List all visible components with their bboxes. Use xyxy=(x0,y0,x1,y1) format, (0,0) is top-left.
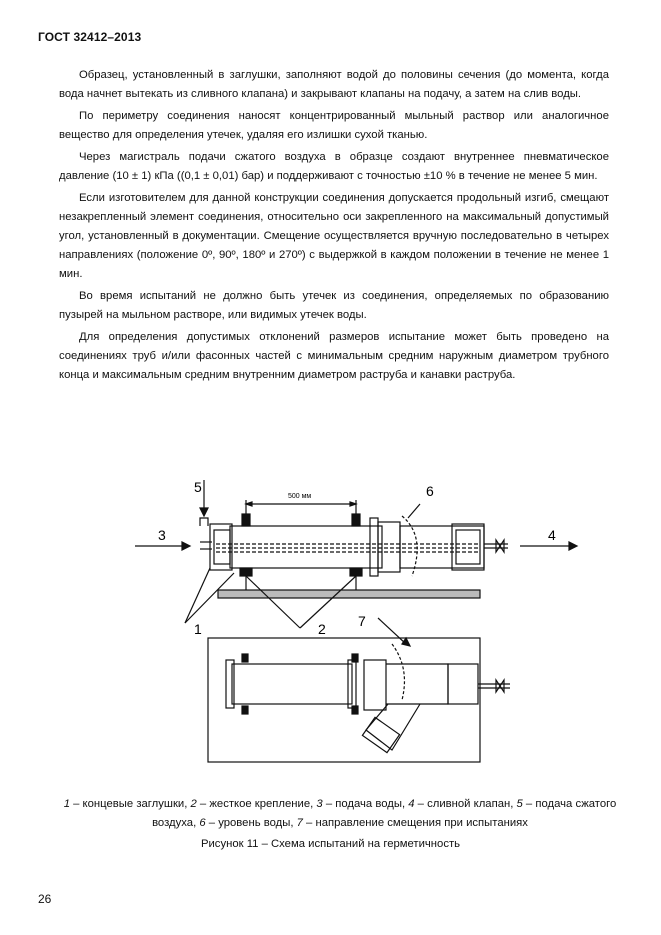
document-header: ГОСТ 32412–2013 xyxy=(38,30,142,44)
callout-1: 1 xyxy=(194,621,202,637)
support-right xyxy=(350,568,362,576)
paragraph: Во время испытаний не должно быть утечек из соединения, определяемых по образованию пузырей на мыльном растворе, или видимых утечек воды. xyxy=(59,290,609,321)
drain-valve xyxy=(496,540,504,552)
figure-caption: Рисунок 11 – Схема испытаний на герметичность xyxy=(200,838,461,850)
clamp-top-mid xyxy=(352,514,360,526)
base-plate xyxy=(218,590,480,598)
figure-legend xyxy=(60,795,620,833)
legend-number: 5 xyxy=(516,798,523,810)
end-cap-left xyxy=(210,524,232,570)
legend-text: – сливной клапан, xyxy=(414,798,517,810)
paragraph: Через магистраль подачи сжатого воздуха в образце создают внутреннее пневматическое давление (10 ± 1) кПа ((0,1 ± 0,01) бар) и поддерживают с точностью ±10 % в течение не менее 5 мин. xyxy=(59,151,609,182)
paragraph: Если изготовителем для данной конструкции соединения допускается продольный изгиб, смещают незакрепленный элемент соединения, относительно оси закрепленного на максимальный допустимый угол, установленный в документации. Смещение осуществляется вручную последовательно в четырех направлениях (положение 0º, 90º, 180º и 270º) с выдержкой в каждом положении в течение не менее 1 мин. xyxy=(59,192,609,280)
callout-3: 3 xyxy=(158,527,166,543)
arrow-4-head xyxy=(569,542,577,550)
legend-text: – направление смещения при испытаниях xyxy=(302,817,528,829)
arrow-3-head xyxy=(182,542,190,550)
bottom-frame xyxy=(208,638,480,762)
callout-4: 4 xyxy=(548,527,556,543)
pipe-right xyxy=(400,526,484,568)
legend-number: 1 xyxy=(63,798,70,810)
legend-text: – уровень воды, xyxy=(205,817,297,829)
paragraph: По периметру соединения наносят концентрированный мыльный раствор или аналогичное вещество для определения утечек, удаляя его излишки сухой тканью. xyxy=(59,110,609,141)
legend-number: 3 xyxy=(316,798,323,810)
legend-text: – подача сжатого воздуха, xyxy=(152,798,617,829)
pipe-left xyxy=(230,526,382,568)
legend-text: – подача воды, xyxy=(322,798,409,810)
dimension-label: 500 мм xyxy=(288,493,312,500)
paragraph: Образец, установленный в заглушки, заполняют водой до половины сечения (до момента, когда вода начнет вытекать из сливного клапана) и закрывают клапаны на подачу, а затем на слив воды. xyxy=(59,69,609,100)
callout-7: 7 xyxy=(358,613,366,629)
clamp-top-left xyxy=(242,514,250,526)
legend-number: 2 xyxy=(190,798,197,810)
legend-number: 4 xyxy=(408,798,415,810)
displaced-pipe xyxy=(386,664,448,704)
displacement-arc xyxy=(402,516,417,576)
test-scheme-figure xyxy=(130,468,600,778)
legend-number: 7 xyxy=(296,817,303,829)
callout-6: 6 xyxy=(426,483,434,499)
paragraph: Для определения допустимых отклонений размеров испытание может быть проведено на соединениях труб и/или фасонных частей с минимальным средним наружным диаметром трубного конца и максимальным средним внутренним диаметром раструба и канавки раструба. xyxy=(59,331,609,381)
arrow-5-head xyxy=(200,508,208,516)
support-left xyxy=(240,568,252,576)
callout-2: 2 xyxy=(318,621,326,637)
end-cap-right xyxy=(452,524,484,570)
air-inlet-pipe xyxy=(200,518,208,526)
legend-text: – концевые заглушки, xyxy=(70,798,191,810)
bottom-socket xyxy=(364,660,386,710)
socket-joint xyxy=(378,522,400,572)
legend-text: – жесткое крепление, xyxy=(196,798,317,810)
page-number: 26 xyxy=(38,892,52,906)
callout-5: 5 xyxy=(194,479,202,495)
body-text xyxy=(59,66,609,388)
legend-number: 6 xyxy=(199,817,206,829)
